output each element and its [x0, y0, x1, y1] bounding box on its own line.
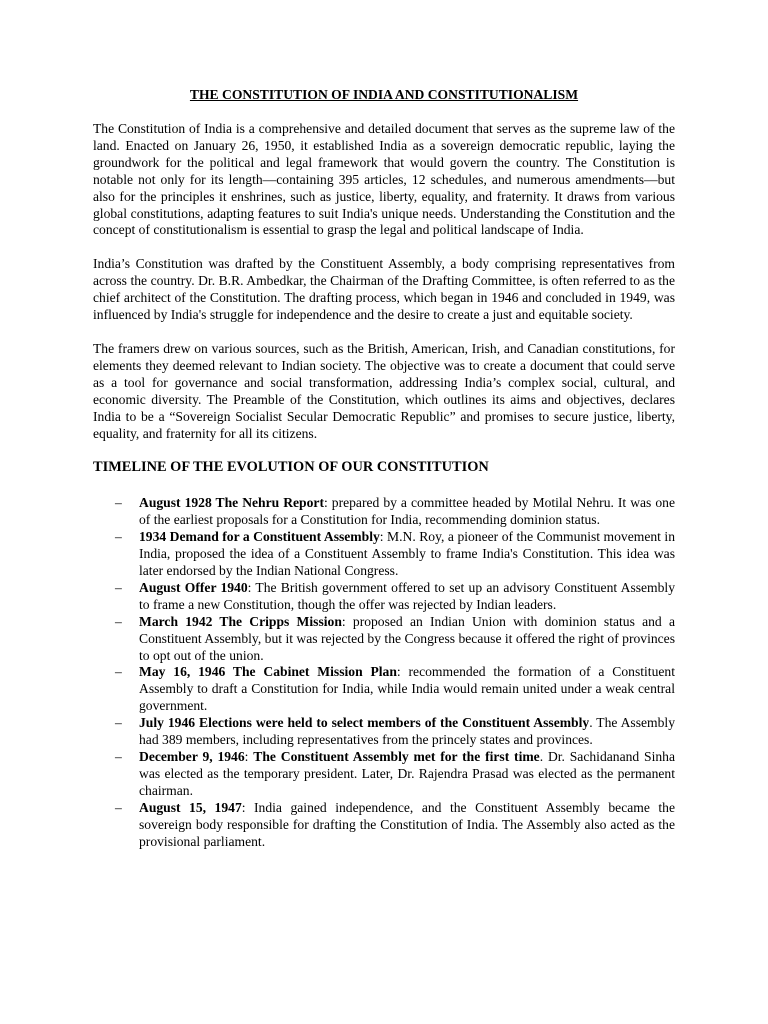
- timeline-item-text: : India gained independence, and the Constituent Assembly became the sovereign body responsible for drafting the Constitution of India. The Assembly also acted as the provisional parliament.: [139, 799, 676, 849]
- document-title: THE CONSTITUTION OF INDIA AND CONSTITUTIONALISM: [189, 87, 579, 102]
- timeline-item-title: August Offer 1940: [139, 579, 248, 595]
- timeline-item-title: March 1942 The Cripps Mission: [139, 613, 342, 629]
- paragraph-drafting: India’s Constitution was drafted by the Constituent Assembly, a body comprising representatives from across the country. Dr. B.R. Ambedkar, the Chairman of the Drafting Committee, is often referred to as the chief architect of the Constitution. The drafting process, which began in 1946 and concluded in 1949, was influenced by India's struggle for independence and the desire to create a just and equitable society.: [93, 256, 675, 323]
- bullet-dash: –: [115, 613, 122, 629]
- timeline-item-text: : The British government offered to set up an advisory Constituent Assembly to frame a new Constitution, though the offer was rejected by Indian leaders.: [139, 579, 675, 612]
- bullet-dash: –: [115, 529, 122, 545]
- timeline-item-text: : prepared by a committee headed by Motilal Nehru. It was one of the earliest proposals for a Constitution for India, recommending dominion status.: [139, 495, 675, 528]
- timeline-heading: TIMELINE OF THE EVOLUTION OF OUR CONSTITUTION: [93, 459, 489, 476]
- bullet-dash: –: [115, 495, 122, 511]
- bullet-dash: –: [115, 715, 122, 731]
- timeline-item-title: August 1928 The Nehru Report: [139, 495, 324, 511]
- timeline-item: [115, 715, 675, 749]
- timeline-item: [115, 799, 676, 851]
- paragraph-framers: The framers drew on various sources, such as the British, American, Irish, and Canadian constitutions, for elements they deemed relevant to Indian society. The objective was to create a document that could serve as a tool for governance and social transformation, addressing India’s complex social, cultural, and economic diversity. The Preamble of the Constitution, which outlines its aims and objectives, declares India to be a “Sovereign Socialist Secular Democratic Republic” and promises to secure justice, liberty, equality, and fraternity for all its citizens.: [93, 340, 675, 441]
- timeline-item: [115, 613, 675, 665]
- timeline-item: [115, 664, 675, 715]
- bullet-dash: –: [115, 664, 122, 680]
- bullet-dash: –: [115, 799, 122, 815]
- timeline-item-subtitle: The Constituent Assembly met for the first time: [253, 749, 540, 764]
- timeline-item-title: May 16, 1946 The Cabinet Mission Plan: [139, 664, 397, 680]
- timeline-item: [115, 495, 675, 529]
- timeline-item-title: August 15, 1947: [139, 799, 242, 815]
- timeline-item: [115, 579, 675, 614]
- timeline-item-text: :: [244, 749, 254, 764]
- timeline-item: [115, 749, 675, 800]
- timeline-item-text: : M.N. Roy, a pioneer of the Communist movement in India, proposed the idea of a Constituent Assembly to frame India's Constitution. This idea was later endorsed by the Indian National Congress.: [139, 529, 676, 579]
- timeline-item-title: July 1946 Elections were held to select members of the Constituent Assembly: [139, 715, 590, 731]
- timeline-item-text: : proposed an Indian Union with dominion status and a Constituent Assembly, but it was rejected by the Congress because it offered the right of provinces to opt out of the union.: [139, 613, 675, 663]
- timeline-list: [93, 495, 675, 850]
- timeline-item-text-continued: . Dr. Sachidanand Sinha was elected as the temporary president. Later, Dr. Rajendra Prasad was elected as the permanent chairman.: [139, 749, 675, 798]
- bullet-dash: –: [115, 749, 122, 764]
- paragraph-intro: The Constitution of India is a comprehensive and detailed document that serves as the supreme law of the land. Enacted on January 26, 1950, it established India as a sovereign democratic republic, laying the groundwork for the political and legal framework that would govern the country. The Constitution is notable not only for its length—containing 395 articles, 12 schedules, and numerous amendments—but also for the principles it enshrines, such as justice, liberty, equality, and fraternity. It draws from various global constitutions, adapting features to suit India's unique needs. Understanding the Constitution and the concept of constitutionalism is essential to grasp the legal and political landscape of India.: [93, 121, 675, 238]
- timeline-item-title: 1934 Demand for a Constituent Assembly: [139, 529, 380, 545]
- timeline-item-title: December 9, 1946: [139, 749, 245, 764]
- bullet-dash: –: [115, 579, 122, 595]
- timeline-item: [115, 529, 676, 580]
- timeline-item-text: : recommended the formation of a Constituent Assembly to draft a Constitution for India, while India would remain united under a weak central government.: [139, 664, 675, 714]
- timeline-item-text: . The Assembly had 389 members, including representatives from the princely states and provinces.: [139, 715, 675, 748]
